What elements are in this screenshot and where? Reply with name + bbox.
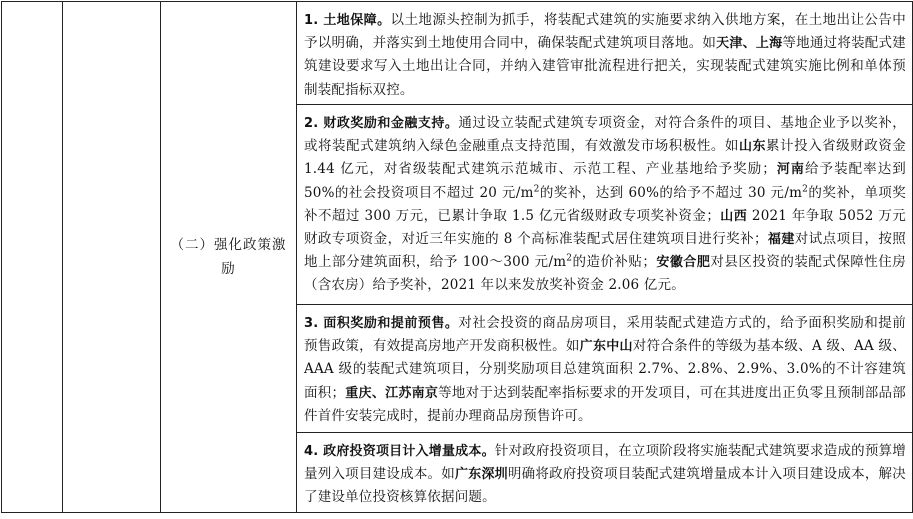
region-name: 广东深圳 xyxy=(455,467,508,483)
policy-body-text: 以土地源头控制为抓手，将装配式建筑的实施要求纳入供地方案，在土地出让公告中予以明确，并落实到土地使用合同中，确保装配式建筑项目落地。如 xyxy=(304,12,906,52)
policy-text-3 xyxy=(297,305,912,428)
category-cell xyxy=(161,2,297,513)
blank-column-2 xyxy=(63,2,161,513)
region-name: 河南 xyxy=(776,162,805,178)
region-name: 广东中山 xyxy=(579,339,633,355)
policy-body-text: 等地对于达到装配率指标要求的开发项目，可在其进度出正负零且预制部品部件首件安装完成时，提前办理商品房预售许可。 xyxy=(304,384,906,424)
policy-body-text: 等地通过将装配式建筑建设要求写入土地出让合同，并纳入建管审批流程进行把关，实现装配式建筑实施比例和单体预制装配指标双控。 xyxy=(304,35,906,98)
policy-cell-3 xyxy=(297,305,913,433)
policy-text-2 xyxy=(297,105,912,298)
policy-body-text: 明确将政府投资项目装配式建筑增量成本计入项目建设成本，解决了建设单位投资核算依据问题。 xyxy=(304,466,906,506)
policy-heading: 2. 财政奖励和金融支持。 xyxy=(304,116,459,131)
unit-superscript: 2 xyxy=(533,184,540,195)
unit-superscript: 2 xyxy=(566,253,573,264)
region-name: 福建 xyxy=(767,232,795,248)
region-name: 山西 xyxy=(720,208,748,224)
policy-body-text: 针对政府投资项目，在立项阶段将实施装配式建筑要求造成的预算增量列入项目建设成本。如 xyxy=(304,443,907,483)
policy-body-text: 对社会投资的商品房项目，采用装配式建造方式的，给予面积奖励和提前预售政策，有效提高房地产开发商积极性。如 xyxy=(304,315,906,355)
policy-text-4 xyxy=(297,433,912,510)
policy-body-text: 通过设立装配式建筑专项资金，对符合条件的项目、基地企业予以奖补，或将装配式建筑纳入绿色金融重点支持范围，有效激发市场积极性。如 xyxy=(304,115,906,155)
policy-body-text: 的造价补贴； xyxy=(572,254,657,271)
policy-body-text: 2021 年争取 5052 万元财政专项资金，对近三年实施的 8 个高标准装配式居住建筑项目进行奖补； xyxy=(304,207,906,248)
policy-body-text: 给予装配率达到 50%的社会投资项目不超过 20 元/m xyxy=(304,161,906,201)
policy-body-text: 的奖补，单项奖补不超过 300 万元，已累计争取 1.5 亿元省级财政专项奖补资金； xyxy=(304,184,906,224)
blank-column-1 xyxy=(2,2,63,513)
policy-heading: 1. 土地保障。 xyxy=(304,13,391,28)
policy-body-text: 对试点项目，按照地上部分建筑面积，给予 100～300 元/m xyxy=(304,231,906,271)
region-name: 天津、上海 xyxy=(716,36,783,52)
region-name: 山东 xyxy=(738,139,767,155)
policy-text-1 xyxy=(297,2,912,102)
policy-heading: 4. 政府投资项目计入增量成本。 xyxy=(304,444,495,459)
policy-body-text: 对县区投资的装配式保障性住房（含农房）给予奖补，2021 年以来发放奖补资金 2.06 亿元。 xyxy=(304,254,906,294)
region-name: 安徽合肥 xyxy=(656,255,711,271)
policy-table xyxy=(1,1,913,513)
unit-superscript: 2 xyxy=(802,184,809,195)
policy-body-text: 的奖补，达到 60%的给予不超过 30 元/m xyxy=(539,184,803,201)
policy-cell-1 xyxy=(297,2,913,105)
category-label: （二）强化政策激励 xyxy=(170,237,287,277)
policy-heading: 3. 面积奖励和提前预售。 xyxy=(304,316,459,331)
region-name: 重庆、江苏南京 xyxy=(345,385,439,401)
policy-cell-4 xyxy=(297,433,913,513)
policy-cell-2 xyxy=(297,105,913,305)
policy-body-text: 累计投入省级财政资金 1.44 亿元，对省级装配式建筑示范城市、示范工程、产业基地给予奖励； xyxy=(304,138,906,178)
policy-body-text: 对符合条件的等级为基本级、A 级、AA 级、AAA 级的装配式建筑项目，分别奖励项目总建筑面积 2.7%、2.8%、2.9%、3.0%的不计容建筑面积； xyxy=(304,338,907,401)
